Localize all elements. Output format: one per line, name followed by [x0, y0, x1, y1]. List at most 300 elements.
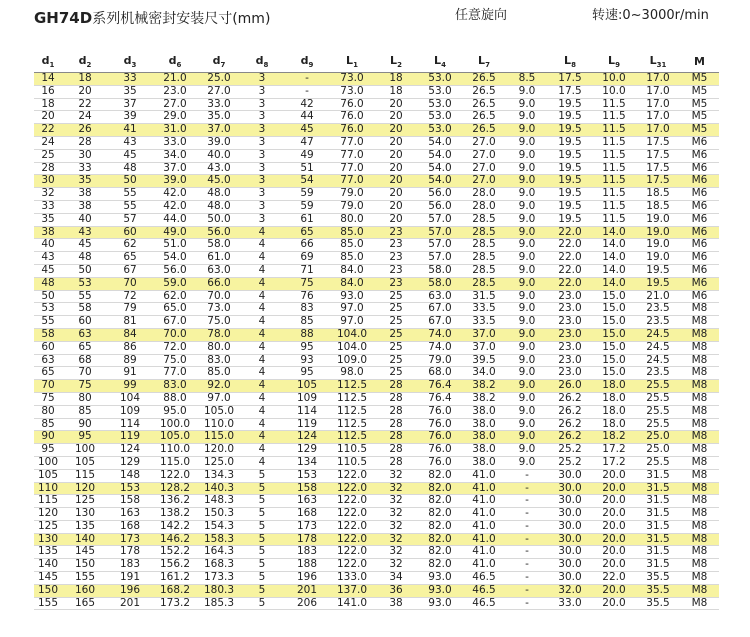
- table-cell: 22.0: [548, 264, 592, 277]
- table-cell: 20: [374, 162, 418, 175]
- table-cell: 105.0: [198, 405, 240, 418]
- table-row: [34, 392, 719, 405]
- table-cell: 82.0: [418, 508, 462, 521]
- table-cell: 20: [374, 149, 418, 162]
- table-cell: 5: [240, 508, 284, 521]
- table-cell: 31.5: [636, 482, 680, 495]
- table-cell: 17.5: [636, 136, 680, 149]
- table-cell: 120: [62, 482, 108, 495]
- table-cell: 38.0: [462, 418, 506, 431]
- table-cell: 110.5: [330, 444, 374, 457]
- table-cell: 22.0: [548, 252, 592, 265]
- table-cell: 19.0: [636, 213, 680, 226]
- table-cell: 48: [108, 162, 152, 175]
- table-cell: 28.5: [462, 213, 506, 226]
- table-cell: 31.5: [636, 520, 680, 533]
- table-cell: 63: [34, 354, 62, 367]
- table-cell: 77.0: [330, 175, 374, 188]
- table-cell: 58: [62, 303, 108, 316]
- table-cell: 178: [108, 546, 152, 559]
- table-cell: 140.3: [198, 482, 240, 495]
- table-cell: 82.0: [418, 559, 462, 572]
- table-cell: 62.0: [152, 290, 198, 303]
- table-cell: 76.0: [330, 124, 374, 137]
- table-cell: 11.5: [592, 175, 636, 188]
- table-cell: 5: [240, 482, 284, 495]
- table-row: [34, 546, 719, 559]
- table-cell: 24.5: [636, 341, 680, 354]
- table-cell: 54.0: [152, 252, 198, 265]
- table-cell: M8: [680, 508, 719, 521]
- table-cell: 60: [34, 341, 62, 354]
- table-cell: 17.0: [636, 85, 680, 98]
- table-cell: 73.0: [198, 303, 240, 316]
- table-cell: 4: [240, 341, 284, 354]
- table-cell: 9.0: [506, 380, 548, 393]
- table-cell: 22.0: [548, 226, 592, 239]
- table-cell: 9.0: [506, 188, 548, 201]
- table-cell: M8: [680, 597, 719, 610]
- table-cell: 25.0: [198, 73, 240, 86]
- table-row: [34, 533, 719, 546]
- table-cell: 40: [34, 239, 62, 252]
- table-cell: 76.4: [418, 392, 462, 405]
- table-cell: 32: [374, 495, 418, 508]
- table-cell: 20.0: [592, 495, 636, 508]
- table-cell: 18: [374, 73, 418, 86]
- table-cell: 152.2: [152, 546, 198, 559]
- table-row: [34, 264, 719, 277]
- table-cell: 122.0: [330, 495, 374, 508]
- table-cell: M6: [680, 252, 719, 265]
- table-cell: M8: [680, 431, 719, 444]
- table-row: [34, 341, 719, 354]
- table-cell: 46.5: [462, 584, 506, 597]
- table-cell: 124: [108, 444, 152, 457]
- table-cell: M8: [680, 328, 719, 341]
- table-cell: 20: [374, 175, 418, 188]
- table-cell: 89: [108, 354, 152, 367]
- table-cell: 122.0: [330, 469, 374, 482]
- table-cell: 35.0: [198, 111, 240, 124]
- table-cell: 54.0: [418, 162, 462, 175]
- table-cell: M6: [680, 277, 719, 290]
- table-cell: 31.0: [152, 124, 198, 137]
- table-cell: 23.0: [548, 316, 592, 329]
- table-cell: 28.5: [462, 252, 506, 265]
- table-cell: -: [506, 495, 548, 508]
- table-cell: 4: [240, 392, 284, 405]
- table-cell: 26.2: [548, 405, 592, 418]
- col-letter: d: [212, 53, 221, 67]
- table-cell: 122.0: [330, 508, 374, 521]
- table-cell: 119: [108, 431, 152, 444]
- table-cell: 57.0: [418, 239, 462, 252]
- table-cell: 20: [374, 136, 418, 149]
- table-cell: 76.0: [418, 431, 462, 444]
- table-cell: 39.0: [152, 175, 198, 188]
- table-cell: M6: [680, 290, 719, 303]
- table-cell: -: [506, 520, 548, 533]
- table-row: [34, 520, 719, 533]
- table-cell: 146.2: [152, 533, 198, 546]
- table-cell: 115: [34, 495, 62, 508]
- table-cell: 72: [108, 290, 152, 303]
- table-cell: 32: [34, 188, 62, 201]
- table-cell: 20.0: [592, 584, 636, 597]
- table-cell: 25: [374, 367, 418, 380]
- table-cell: 93.0: [418, 597, 462, 610]
- table-cell: M5: [680, 85, 719, 98]
- table-cell: 45: [108, 149, 152, 162]
- table-cell: -: [506, 597, 548, 610]
- table-cell: 79: [108, 303, 152, 316]
- col-letter: d: [300, 53, 309, 67]
- table-cell: 23.0: [152, 85, 198, 98]
- table-cell: 31.5: [462, 290, 506, 303]
- table-cell: 18.0: [592, 380, 636, 393]
- table-cell: 23: [374, 277, 418, 290]
- table-cell: M6: [680, 188, 719, 201]
- table-cell: 41.0: [462, 559, 506, 572]
- table-cell: 38.2: [462, 380, 506, 393]
- table-cell: 25.5: [636, 392, 680, 405]
- table-row: [34, 572, 719, 585]
- table-cell: 30.0: [548, 572, 592, 585]
- table-cell: 53.0: [418, 124, 462, 137]
- table-cell: 4: [240, 252, 284, 265]
- table-cell: 21.0: [152, 73, 198, 86]
- table-cell: 88.0: [152, 392, 198, 405]
- table-cell: 82.0: [418, 520, 462, 533]
- table-row: [34, 149, 719, 162]
- table-cell: 4: [240, 226, 284, 239]
- table-cell: 10.0: [592, 73, 636, 86]
- table-cell: 14.0: [592, 226, 636, 239]
- table-cell: 112.5: [330, 418, 374, 431]
- table-cell: 5: [240, 559, 284, 572]
- table-cell: 39.0: [198, 136, 240, 149]
- table-cell: 9.0: [506, 316, 548, 329]
- column-header: [34, 51, 62, 73]
- table-cell: M6: [680, 239, 719, 252]
- table-cell: 78.0: [198, 328, 240, 341]
- table-row: [34, 469, 719, 482]
- table-cell: 71: [284, 264, 330, 277]
- table-cell: 45.0: [198, 175, 240, 188]
- table-cell: 55: [108, 188, 152, 201]
- table-cell: 55: [62, 290, 108, 303]
- table-cell: 25: [374, 341, 418, 354]
- table-cell: 9.0: [506, 200, 548, 213]
- table-cell: 9.0: [506, 341, 548, 354]
- table-cell: 5: [240, 597, 284, 610]
- table-cell: -: [506, 559, 548, 572]
- table-cell: 20.0: [592, 546, 636, 559]
- table-cell: 9.0: [506, 124, 548, 137]
- table-cell: -: [284, 73, 330, 86]
- table-cell: 9.0: [506, 149, 548, 162]
- table-cell: 165: [62, 597, 108, 610]
- col-letter: L: [478, 53, 486, 67]
- table-cell: 28: [374, 444, 418, 457]
- col-subscript: 7: [220, 61, 226, 70]
- table-cell: 65: [108, 252, 152, 265]
- table-cell: 34.0: [152, 149, 198, 162]
- col-subscript: 8: [263, 61, 269, 70]
- col-letter: L: [390, 53, 398, 67]
- table-cell: 54.0: [418, 136, 462, 149]
- table-cell: 46.5: [462, 572, 506, 585]
- table-cell: 15.0: [592, 341, 636, 354]
- table-cell: 85.0: [330, 226, 374, 239]
- table-cell: 37.0: [462, 328, 506, 341]
- table-cell: 63.0: [418, 290, 462, 303]
- col-subscript: 4: [441, 61, 446, 70]
- table-cell: 40.0: [198, 149, 240, 162]
- table-cell: 3: [240, 98, 284, 111]
- table-cell: 15.0: [592, 367, 636, 380]
- table-row: [34, 418, 719, 431]
- dimension-table: [34, 51, 719, 610]
- column-header: [548, 51, 592, 73]
- table-row: [34, 456, 719, 469]
- table-cell: 158: [108, 495, 152, 508]
- table-cell: 28.5: [462, 264, 506, 277]
- table-cell: 9.0: [506, 162, 548, 175]
- table-cell: 24.5: [636, 328, 680, 341]
- table-cell: 27.0: [152, 98, 198, 111]
- table-cell: 20: [374, 200, 418, 213]
- table-cell: 20.0: [592, 469, 636, 482]
- table-cell: 23: [374, 252, 418, 265]
- table-cell: 33: [62, 162, 108, 175]
- table-cell: 160: [62, 584, 108, 597]
- table-cell: 11.5: [592, 162, 636, 175]
- table-cell: 33: [108, 73, 152, 86]
- table-cell: 5: [240, 584, 284, 597]
- table-cell: 26.2: [548, 392, 592, 405]
- table-cell: 85.0: [330, 252, 374, 265]
- table-cell: 73.0: [330, 85, 374, 98]
- table-cell: 20: [62, 85, 108, 98]
- col-subscript: 1: [353, 61, 358, 70]
- table-cell: 16: [34, 85, 62, 98]
- table-body: [34, 73, 719, 610]
- table-cell: 32: [374, 482, 418, 495]
- table-cell: 14.0: [592, 264, 636, 277]
- table-cell: 28.0: [462, 188, 506, 201]
- table-cell: 173: [284, 520, 330, 533]
- table-cell: 23.5: [636, 367, 680, 380]
- table-cell: 125: [34, 520, 62, 533]
- table-row: [34, 380, 719, 393]
- table-cell: 32: [374, 469, 418, 482]
- table-cell: 3: [240, 85, 284, 98]
- table-cell: 130: [34, 533, 62, 546]
- table-cell: 28: [34, 162, 62, 175]
- table-cell: 27.0: [198, 85, 240, 98]
- table-cell: 85: [62, 405, 108, 418]
- table-row: [34, 111, 719, 124]
- table-cell: 80.0: [198, 341, 240, 354]
- table-cell: M6: [680, 226, 719, 239]
- column-header: [418, 51, 462, 73]
- table-cell: 32: [374, 546, 418, 559]
- table-cell: 9.0: [506, 175, 548, 188]
- table-cell: 41.0: [462, 520, 506, 533]
- table-cell: 4: [240, 303, 284, 316]
- table-cell: 109: [284, 392, 330, 405]
- table-cell: 25: [374, 354, 418, 367]
- table-cell: 9.0: [506, 213, 548, 226]
- table-row: [34, 136, 719, 149]
- table-cell: 17.2: [592, 444, 636, 457]
- table-cell: 35: [62, 175, 108, 188]
- table-cell: 9.0: [506, 456, 548, 469]
- table-cell: 115.0: [152, 456, 198, 469]
- column-header: [374, 51, 418, 73]
- table-cell: 19.5: [548, 111, 592, 124]
- table-cell: 9.0: [506, 290, 548, 303]
- table-cell: 25: [374, 316, 418, 329]
- table-cell: 20: [374, 111, 418, 124]
- table-cell: M8: [680, 456, 719, 469]
- table-cell: 85.0: [198, 367, 240, 380]
- table-cell: 20.0: [592, 533, 636, 546]
- table-cell: 25.5: [636, 380, 680, 393]
- table-cell: 122.0: [330, 559, 374, 572]
- table-cell: 114: [108, 418, 152, 431]
- table-cell: 82.0: [418, 533, 462, 546]
- table-cell: -: [506, 469, 548, 482]
- table-cell: 110.0: [152, 444, 198, 457]
- table-cell: 20: [374, 213, 418, 226]
- table-cell: 73.0: [330, 73, 374, 86]
- table-cell: 5: [240, 520, 284, 533]
- table-cell: 114: [284, 405, 330, 418]
- table-cell: 86: [108, 341, 152, 354]
- table-cell: 38.0: [462, 405, 506, 418]
- table-cell: 17.0: [636, 111, 680, 124]
- table-cell: 70: [108, 277, 152, 290]
- table-cell: 15.0: [592, 328, 636, 341]
- table-cell: -: [506, 508, 548, 521]
- page-title: [34, 8, 270, 28]
- table-cell: 15.0: [592, 316, 636, 329]
- table-cell: 11.5: [592, 136, 636, 149]
- table-row: [34, 328, 719, 341]
- table-cell: 61: [284, 213, 330, 226]
- col-subscript: 2: [86, 61, 92, 70]
- table-cell: 4: [240, 277, 284, 290]
- table-cell: 4: [240, 290, 284, 303]
- table-cell: 31.5: [636, 533, 680, 546]
- table-cell: 100.0: [152, 418, 198, 431]
- table-cell: 55: [108, 200, 152, 213]
- table-cell: 67.0: [418, 303, 462, 316]
- table-cell: 81: [108, 316, 152, 329]
- table-cell: -: [506, 482, 548, 495]
- table-cell: 65: [62, 341, 108, 354]
- table-row: [34, 239, 719, 252]
- table-row: [34, 495, 719, 508]
- table-cell: 62: [108, 239, 152, 252]
- table-cell: 122.0: [330, 520, 374, 533]
- table-cell: 48.0: [198, 200, 240, 213]
- table-cell: 77.0: [330, 136, 374, 149]
- table-cell: 50: [34, 290, 62, 303]
- table-cell: 5: [240, 572, 284, 585]
- table-cell: 65.0: [152, 303, 198, 316]
- table-cell: 57.0: [418, 226, 462, 239]
- table-cell: 43: [62, 226, 108, 239]
- table-cell: 168: [284, 508, 330, 521]
- table-cell: 76: [284, 290, 330, 303]
- table-cell: 30.0: [548, 482, 592, 495]
- table-cell: 38: [34, 226, 62, 239]
- table-cell: 49: [284, 149, 330, 162]
- table-cell: 17.5: [636, 175, 680, 188]
- table-cell: 15.0: [592, 303, 636, 316]
- table-cell: 115: [62, 469, 108, 482]
- table-row: [34, 367, 719, 380]
- table-row: [34, 252, 719, 265]
- table-cell: 150.3: [198, 508, 240, 521]
- table-cell: 37.0: [198, 124, 240, 137]
- table-cell: 105.0: [152, 431, 198, 444]
- table-cell: 38.0: [462, 444, 506, 457]
- table-cell: 75: [34, 392, 62, 405]
- table-cell: 30.0: [548, 520, 592, 533]
- table-cell: 5: [240, 546, 284, 559]
- table-cell: 3: [240, 175, 284, 188]
- table-cell: M8: [680, 303, 719, 316]
- table-cell: 23.5: [636, 316, 680, 329]
- table-cell: 76.0: [418, 405, 462, 418]
- table-cell: 88: [284, 328, 330, 341]
- table-cell: 50: [62, 264, 108, 277]
- table-cell: M8: [680, 559, 719, 572]
- table-cell: 173: [108, 533, 152, 546]
- table-cell: 28: [374, 380, 418, 393]
- rotation-direction: 任意旋向: [455, 8, 508, 23]
- table-cell: 45: [34, 264, 62, 277]
- table-cell: 84: [108, 328, 152, 341]
- table-cell: 9.0: [506, 85, 548, 98]
- table-cell: 84.0: [330, 264, 374, 277]
- col-letter: L: [434, 53, 442, 67]
- table-cell: 23.0: [548, 367, 592, 380]
- table-cell: 67.0: [152, 316, 198, 329]
- column-header: M: [680, 51, 719, 73]
- table-row: [34, 354, 719, 367]
- col-letter: d: [168, 53, 177, 67]
- table-cell: M6: [680, 162, 719, 175]
- table-cell: 33.0: [152, 136, 198, 149]
- table-cell: 50: [108, 175, 152, 188]
- column-header: [108, 51, 152, 73]
- table-cell: 59: [284, 200, 330, 213]
- table-cell: 122.0: [152, 469, 198, 482]
- table-cell: 17.0: [636, 98, 680, 111]
- table-cell: 25: [374, 290, 418, 303]
- table-row: [34, 175, 719, 188]
- table-cell: 32: [374, 508, 418, 521]
- model-name: GH74D: [34, 9, 93, 27]
- table-cell: 145: [62, 546, 108, 559]
- table-cell: 164.3: [198, 546, 240, 559]
